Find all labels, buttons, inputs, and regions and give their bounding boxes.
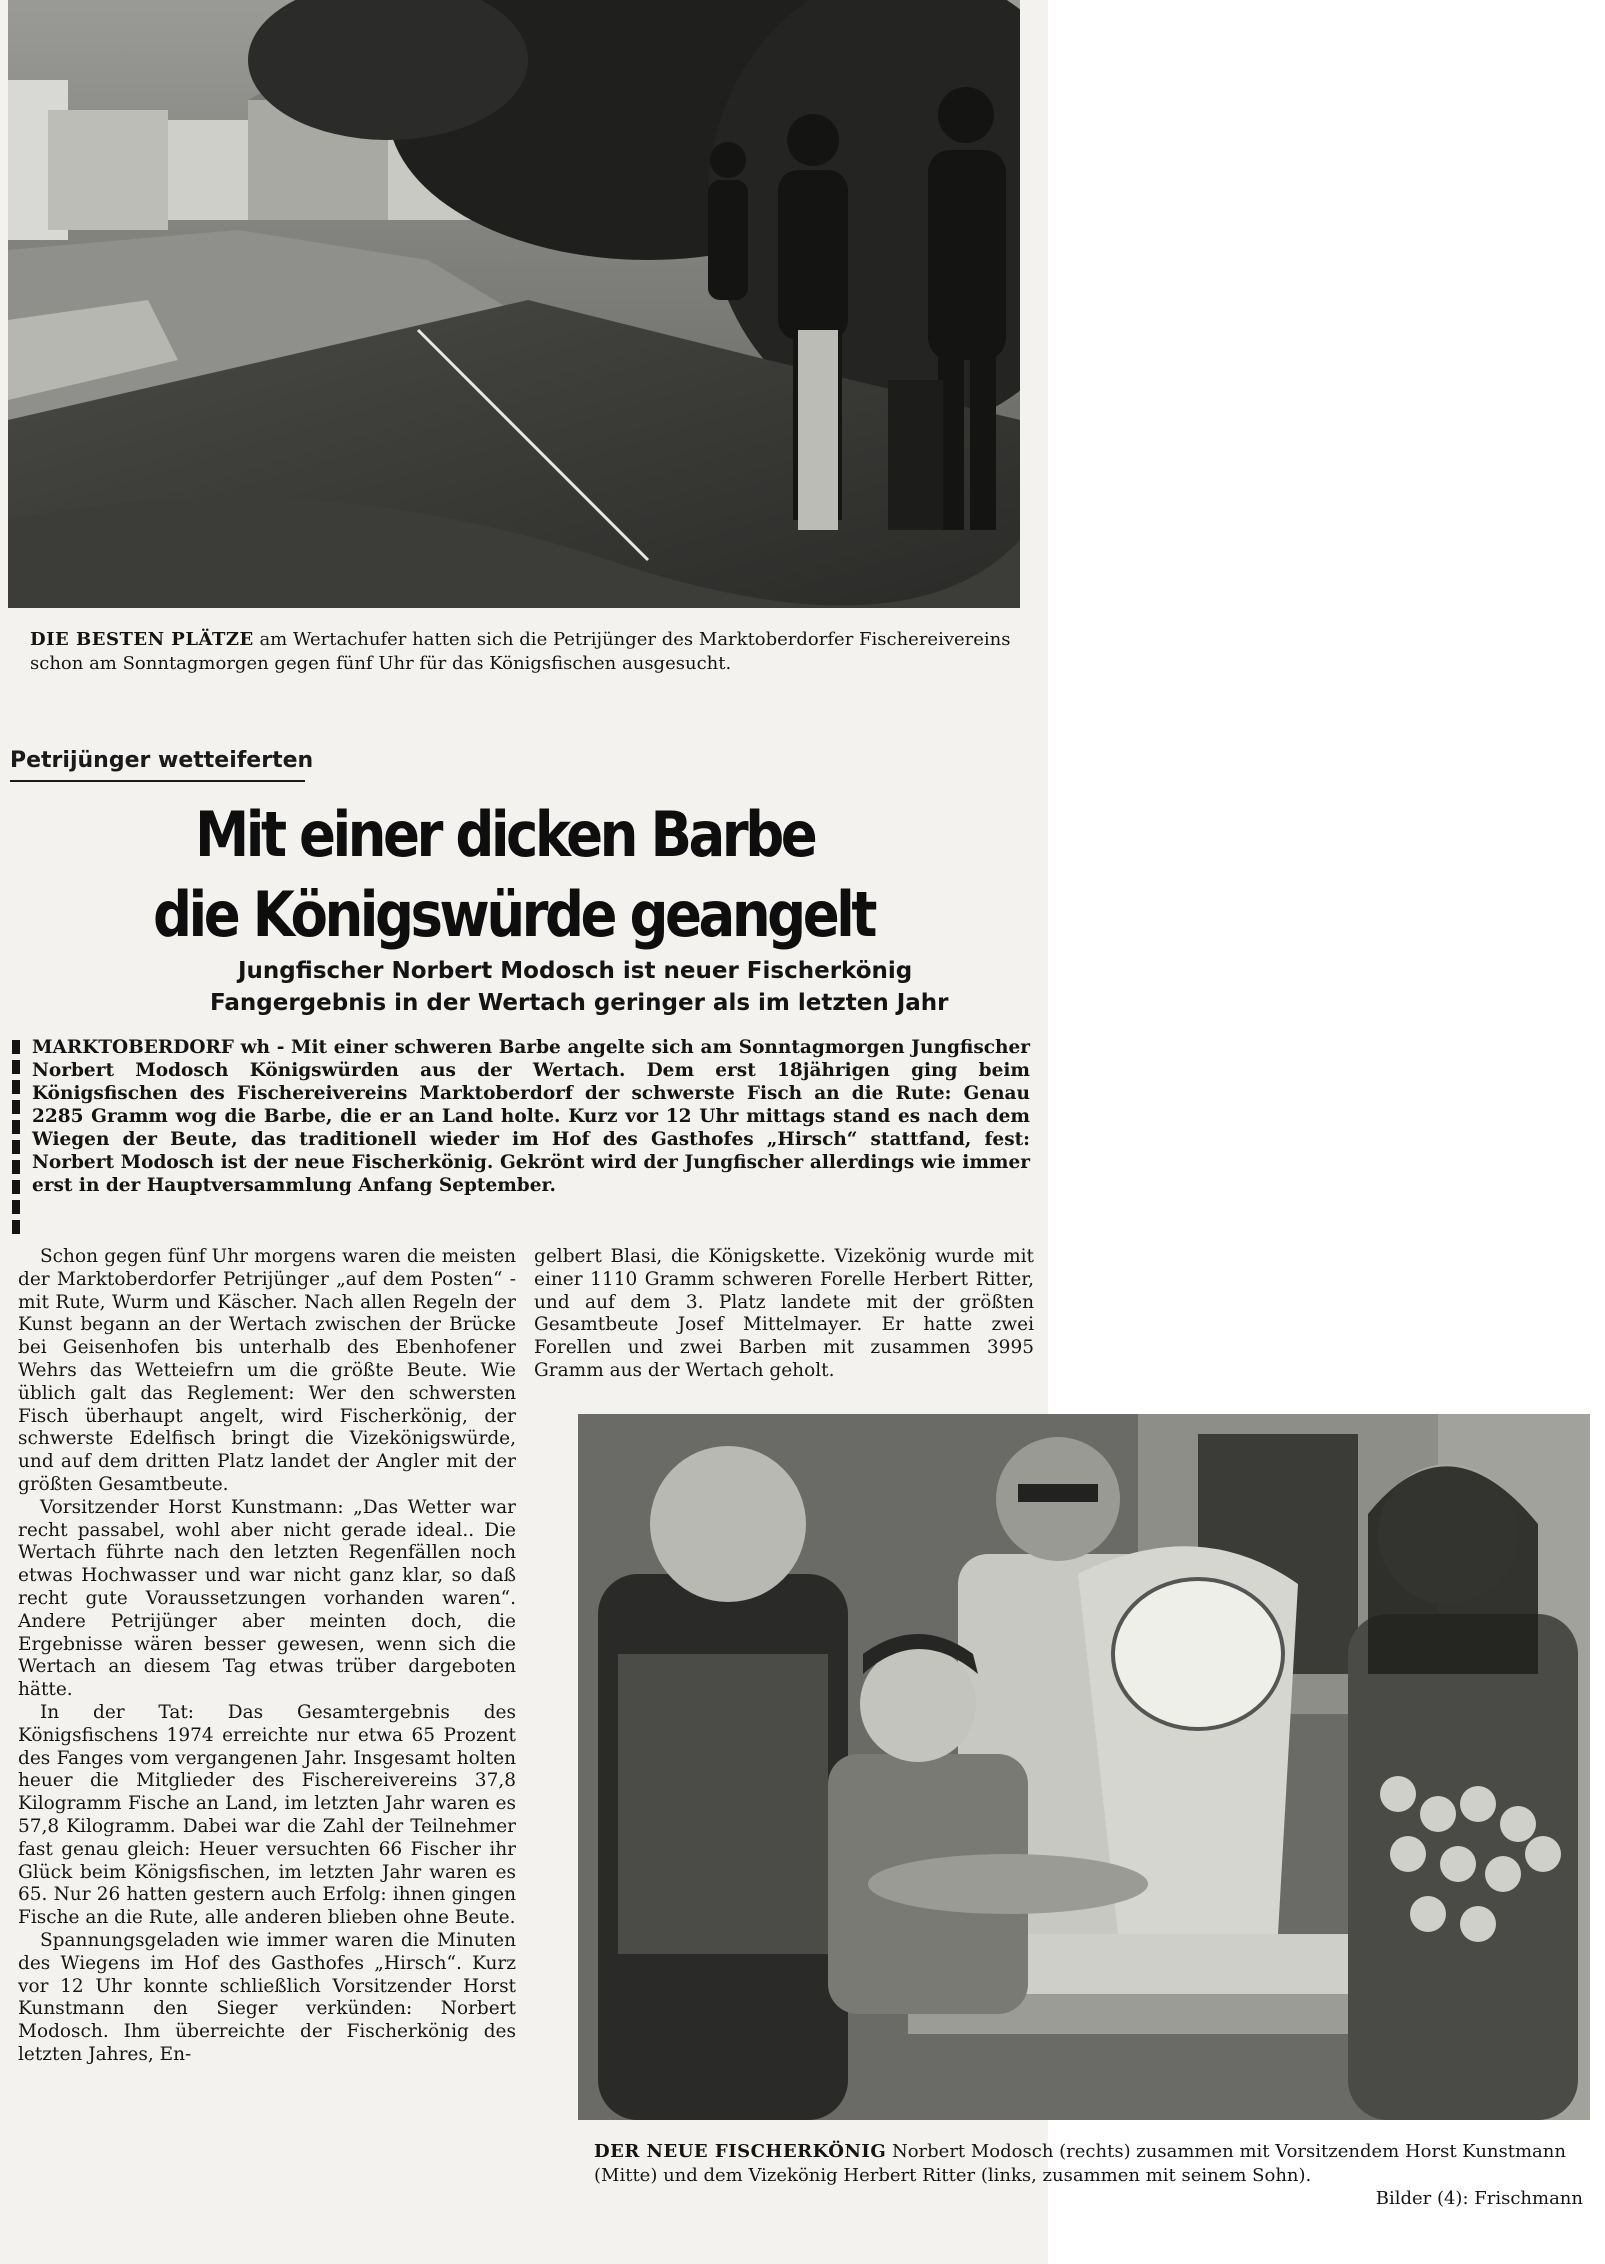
photo-credit: Bilder (4): Frischmann	[1375, 2188, 1583, 2209]
top-caption-text: am Wertachufer hatten sich die Petrijünger des Marktoberdorfer Fischereivereins schon am Sonntagmorgen gegen fünf Uhr für das Königsfischen ausgesucht.	[30, 629, 1011, 674]
fish-weighing-photo	[578, 1414, 1590, 2120]
body-paragraph: gelbert Blasi, die Königskette. Vizekönig wurde mit einer 1110 Gramm schweren Forelle Herbert Ritter, und auf dem 3. Platz landete mit der größten Gesamtbeute Josef Mittelmayer. Er hatte zwei Forellen und zwei Barben mit zusammen 3995 Gramm aus der Wertach geholt.	[534, 1246, 1034, 1381]
body-paragraph: Schon gegen fünf Uhr morgens waren die meisten der Marktoberdorfer Petrijünger „auf dem Posten“ - mit Rute, Wurm und Käscher. Nach allen Regeln der Kunst begann an der Wertach zwischen der Brücke bei Geisenhofen bis unterhalb des Ebenhofener Wehrs das Wetteiefrn um die größte Beute. Wie üblich galt das Reglement: Wer den schwersten Fisch überhaupt angelt, wird Fischerkönig, der schwerste Edelfisch bringt die Vizekönigswürde, und auf dem dritten Platz landet der Angler mit der größten Gesamtbeute.	[18, 1246, 516, 1495]
riverbank-image	[8, 0, 1020, 608]
bottom-caption-text: Norbert Modosch (rechts) zusammen mit Vorsitzendem Horst Kunstmann (Mitte) und dem Vizekönig Herbert Ritter (links, zusammen mit seinem Sohn).	[594, 2141, 1566, 2186]
lead-paragraph: MARKTOBERDORF wh - Mit einer schweren Barbe angelte sich am Sonntagmorgen Jungfischer Norbert Modosch Königswürden aus der Wertach. Dem erst 18jährigen ging beim Königsfischen des Fischereivereins Marktoberdorf der schwerste Fisch an die Rute: Genau 2285 Gramm wog die Barbe, die er an Land holte. Kurz vor 12 Uhr mittags stand es nach dem Wiegen der Beute, das traditionell wieder im Hof des Gasthofes „Hirsch“ stattfand, fest: Norbert Modosch ist der neue Fischerkönig. Gekrönt wird der Jungfischer allerdings wie immer erst in der Hauptversammlung Anfang September.	[32, 1037, 1030, 1196]
article-column-right	[534, 1246, 1034, 1383]
headline-line-2: die Königswürde geangelt	[153, 878, 874, 951]
lead-marker-bar	[12, 1040, 20, 1240]
article-column-left	[18, 1246, 516, 2067]
bottom-caption-lead: DER NEUE FISCHERKÖNIG	[594, 2141, 887, 2162]
headline-line-1: Mit einer dicken Barbe	[195, 798, 815, 871]
body-paragraph: Vorsitzender Horst Kunstmann: „Das Wetter war recht passabel, wohl aber nicht gerade ideal.. Die Wertach führte nach den letzten Regenfällen noch etwas Hochwasser und war nicht ganz klar, so daß recht gute Voraussetzungen vorhanden waren“. Andere Petrijünger aber meinten doch, die Ergebnisse wären besser gewesen, wenn sich die Wertach an diesem Tag etwas trüber dargeboten hätte.	[18, 1496, 516, 1701]
body-paragraph: Spannungsgeladen wie immer waren die Minuten des Wiegens im Hof des Gasthofes „Hirsch“. Kurz vor 12 Uhr konnte schließlich Vorsitzender Horst Kunstmann den Sieger verkünden: Norbert Modosch. Ihm überreichte der Fischerkönig des letzten Jahres, En-	[18, 1929, 516, 2065]
kicker-line: Petrijünger wetteiferten	[10, 748, 314, 773]
anglers-riverbank-photo	[8, 0, 1020, 608]
bottom-photo-caption	[594, 2140, 1594, 2188]
subheadline-line-1: Jungfischer Norbert Modosch ist neuer Fischerkönig	[238, 958, 913, 984]
body-paragraph: In der Tat: Das Gesamtergebnis des Königsfischens 1974 erreichte nur etwa 65 Prozent des Fanges vom vergangenen Jahr. Insgesamt holten heuer die Mitglieder des Fischereivereins 37,8 Kilogramm Fische an Land, im letzten Jahr waren es 57,8 Kilogramm. Dabei war die Zahl der Teilnehmer fast genau gleich: Heuer versuchten 66 Fischer ihr Glück beim Königsfischen, im letzten Jahr waren es 65. Nur 26 hatten gestern auch Erfolg: ihnen gingen Fische an die Rute, alle anderen blieben ohne Beute.	[18, 1701, 516, 1929]
kicker-underline	[10, 780, 305, 782]
subheadline-line-2: Fangergebnis in der Wertach geringer als im letzten Jahr	[210, 990, 949, 1016]
top-photo-caption	[30, 628, 1015, 676]
weighing-scene-image	[578, 1414, 1590, 2120]
top-caption-lead: DIE BESTEN PLÄTZE	[30, 629, 254, 650]
